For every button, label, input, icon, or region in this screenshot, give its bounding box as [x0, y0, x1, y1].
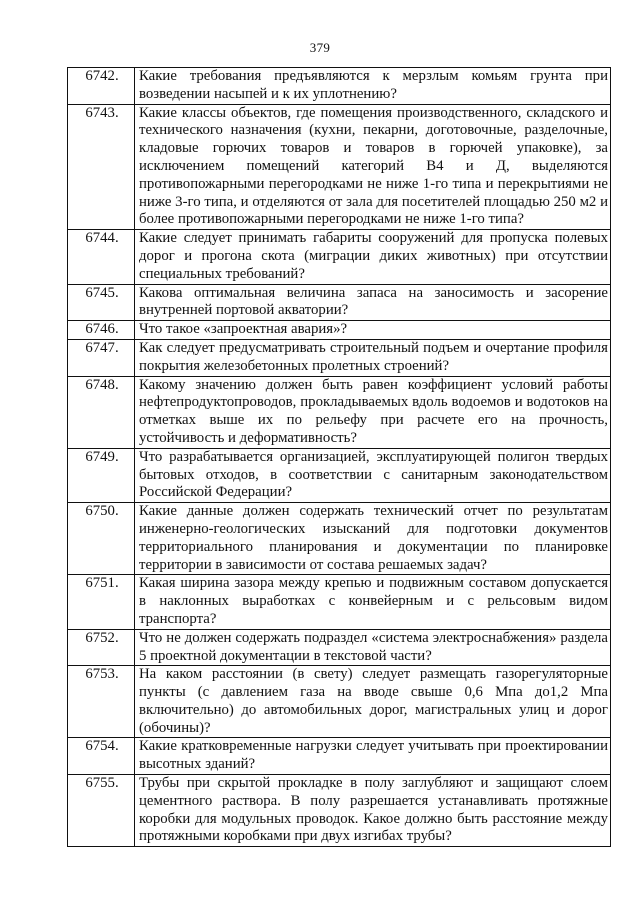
- question-number: 6743.: [68, 104, 135, 230]
- question-number: 6751.: [68, 575, 135, 629]
- table-row: [68, 284, 611, 321]
- question-text: Как следует предусматривать строительный подъем и очертание профиля покрытия железобетонных пролетных строений?: [135, 339, 611, 376]
- question-text: Какие требования предъявляются к мерзлым комьям грунта при возведении насыпей и к их уплотнению?: [135, 68, 611, 105]
- question-number: 6744.: [68, 230, 135, 284]
- question-text: Какие данные должен содержать технический отчет по результатам инженерно-геологических изысканий для подготовки документов территориального планирования и документации по планировке территории в зависимости от состава решаемых задач?: [135, 503, 611, 575]
- questions-table: [67, 67, 611, 847]
- table-row: [68, 503, 611, 575]
- question-number: 6748.: [68, 376, 135, 448]
- question-text: Какому значению должен быть равен коэффициент условий работы нефтепродуктопроводов, прокладываемых вдоль водоемов и водотоков на отметках выше их по рельефу при расчете его на прочность, устойчивость и деформативность?: [135, 376, 611, 448]
- table-row: [68, 321, 611, 340]
- question-number: 6752.: [68, 629, 135, 666]
- questions-table-body: [68, 68, 611, 847]
- question-text: Что разрабатывается организацией, эксплуатирующей полигон твердых бытовых отходов, в соответствии с санитарным законодательством Российской Федерации?: [135, 448, 611, 502]
- table-row: [68, 230, 611, 284]
- table-row: [68, 629, 611, 666]
- table-row: [68, 575, 611, 629]
- question-number: 6755.: [68, 775, 135, 847]
- question-number: 6745.: [68, 284, 135, 321]
- table-row: [68, 448, 611, 502]
- question-number: 6753.: [68, 666, 135, 738]
- question-text: Какие следует принимать габариты сооружений для пропуска полевых дорог и прогона скота (миграции диких животных) при отсутствии специальных требований?: [135, 230, 611, 284]
- table-row: [68, 376, 611, 448]
- question-text: Трубы при скрытой прокладке в полу заглубляют и защищают слоем цементного раствора. В полу разрешается устанавливать протяжные коробки для модульных проводок. Какое должно быть расстояние между протяжными коробками при двух изгибах трубы?: [135, 775, 611, 847]
- question-number: 6747.: [68, 339, 135, 376]
- question-number: 6746.: [68, 321, 135, 340]
- table-row: [68, 104, 611, 230]
- question-number: 6749.: [68, 448, 135, 502]
- table-row: [68, 775, 611, 847]
- question-text: Какие классы объектов, где помещения производственного, складского и технического назначения (кухни, пекарни, доготовочные, разделочные, кладовые горючих товаров и товаров в горючей упаковке), за исключением помещений категорий В4 и Д, выделяются противопожарными перегородками не ниже 1-го типа и перекрытиями не ниже 3-го типа, и отделяются от зала для посетителей площадью 250 м2 и более противопожарными перегородками не ниже 1-го типа?: [135, 104, 611, 230]
- page-number: 379: [309, 40, 331, 55]
- question-text: Какие кратковременные нагрузки следует учитывать при проектировании высотных зданий?: [135, 738, 611, 775]
- question-number: 6750.: [68, 503, 135, 575]
- question-number: 6754.: [68, 738, 135, 775]
- table-row: [68, 339, 611, 376]
- question-number: 6742.: [68, 68, 135, 105]
- question-text: Что не должен содержать подраздел «система электроснабжения» раздела 5 проектной документации в текстовой части?: [135, 629, 611, 666]
- table-row: [68, 68, 611, 105]
- question-text: Какая ширина зазора между крепью и подвижным составом допускается в наклонных выработках с конвейерным и с рельсовым видом транспорта?: [135, 575, 611, 629]
- question-text: Что такое «запроектная авария»?: [135, 321, 611, 340]
- question-text: На каком расстоянии (в свету) следует размещать газорегуляторные пункты (с давлением газа на вводе свыше 0,6 Мпа до1,2 Мпа включительно) до автомобильных дорог, магистральных улиц и дорог (обочины)?: [135, 666, 611, 738]
- table-row: [68, 738, 611, 775]
- question-text: Какова оптимальная величина запаса на заносимость и засорение внутренней портовой акватории?: [135, 284, 611, 321]
- table-row: [68, 666, 611, 738]
